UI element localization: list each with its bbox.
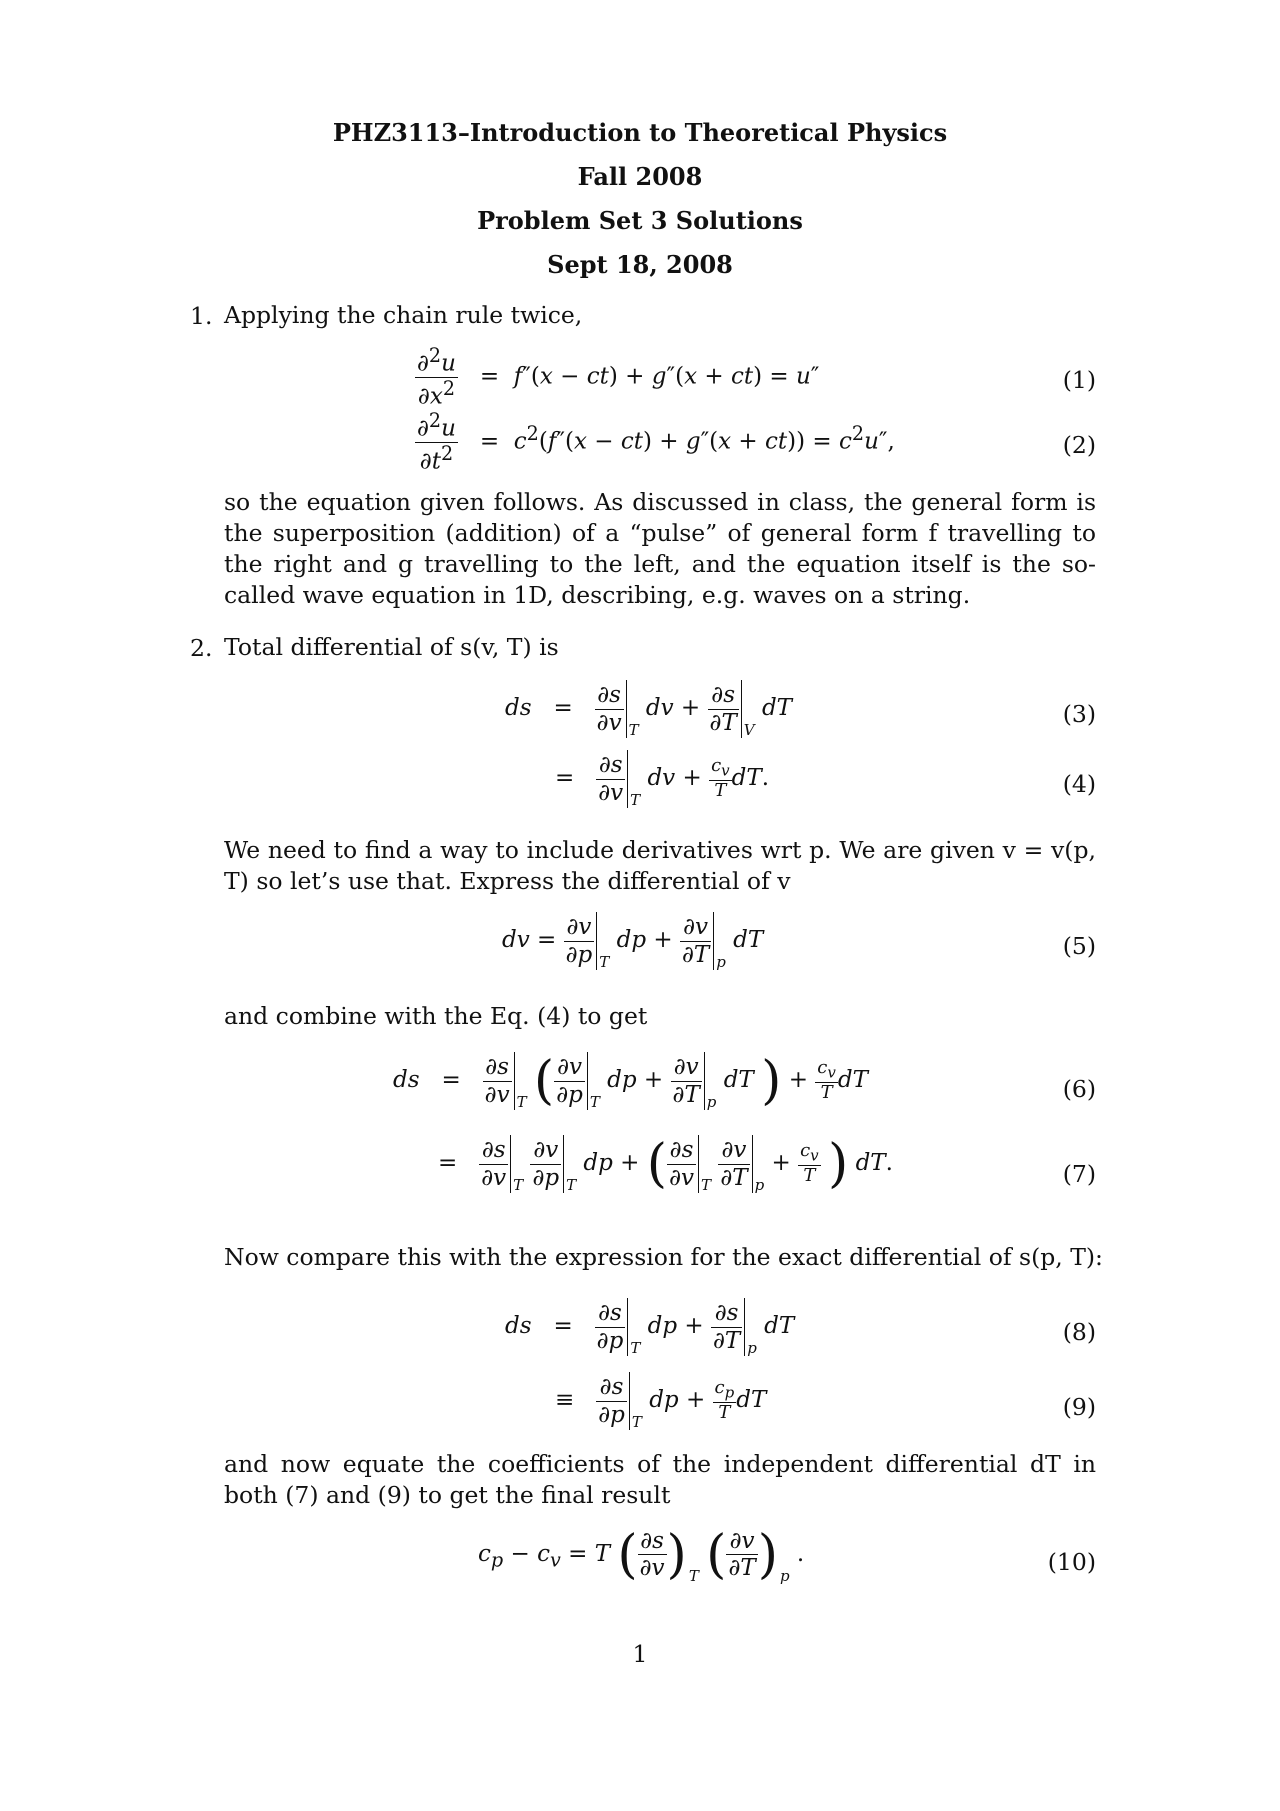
problem-2-text-d: and now equate the coefficients of the independent differential dT in both (7) and (9) to get the final result [224, 1450, 1096, 1509]
equation-number-4: (4) [1062, 770, 1096, 798]
equation-10: $c_p - c_v = T$ ( $\frac{\partial s}{\partial v}$ ) $_T$ ( $\frac{\partial v}{\partial T}$ ) $_p$ . [478, 1524, 805, 1585]
equation-6: ds = $\frac{\partial s}{\partial v}$ $_T$ ( $\frac{\partial v}{\partial p}$ $_T$ dp + $\frac{\partial v}{\partial T}$ $_p$ dT ) + $\frac{c_v}{T}$ dT [393, 1051, 868, 1111]
problem-2-intro: Total differential of s(v, T) is [224, 633, 559, 661]
equation-8: ds = $\frac{\partial s}{\partial p}$ $_T$ dp + $\frac{\partial s}{\partial T}$ $_p$ dT [505, 1298, 794, 1357]
equation-3: ds = $\frac{\partial s}{\partial v}$ $_T$ dv + $\frac{\partial s}{\partial T}$ $_V$ dT [505, 680, 792, 739]
equation-number-9: (9) [1062, 1393, 1096, 1421]
problem-2-text-b: and combine with the Eq. (4) to get [224, 1002, 648, 1030]
equation-number-10: (10) [1047, 1548, 1096, 1576]
document-title: Problem Set 3 Solutions [477, 206, 803, 235]
page-number: 1 [632, 1640, 648, 1668]
equation-number-3: (3) [1062, 700, 1096, 728]
problem-2-text-a: We need to find a way to include derivatives wrt p. We are given v = v(p, T) so let’s use that. Express the differential of v [224, 836, 1096, 895]
equation-number-6: (6) [1062, 1075, 1096, 1103]
problem-1-intro: Applying the chain rule twice, [224, 301, 583, 329]
course-title: PHZ3113–Introduction to Theoretical Physics [332, 118, 948, 147]
date: Sept 18, 2008 [547, 250, 733, 279]
equation-number-5: (5) [1062, 932, 1096, 960]
problem-1-text: so the equation given follows. As discussed in class, the general form is the superposition (addition) of a “pulse” of general form f travelling to the right and g travelling to the left, and the equation itself is the so-called wave equation in 1D, describing, e.g. waves on a string. [224, 488, 1096, 609]
problem-2-number: 2. [190, 634, 213, 662]
equation-number-2: (2) [1062, 431, 1096, 459]
problem-1-number: 1. [190, 302, 213, 330]
equation-number-7: (7) [1062, 1160, 1096, 1188]
equation-2: $\frac{\partial^2u}{\partial t^2}$ = $c^2(f''(x - ct) + g''(x + ct)) = c^2u''$, [417, 409, 895, 475]
equation-1: $\frac{\partial^2u}{\partial x^2}$ = f″(x − ct) + g″(x + ct) = u″ [417, 344, 820, 410]
equation-4: = $\frac{\partial s}{\partial v}$ $_T$ dv + $\frac{c_v}{T}$ dT. [555, 750, 769, 809]
problem-2-text-c: Now compare this with the expression for the exact differential of s(p, T): [224, 1243, 1103, 1271]
equation-number-1: (1) [1062, 366, 1096, 394]
equation-5: dv = $\frac{\partial v}{\partial p}$ $_T$ dp + $\frac{\partial v}{\partial T}$ $_p$ dT [502, 912, 763, 971]
equation-7: = $\frac{\partial s}{\partial v}$ $_T$ $\frac{\partial v}{\partial p}$ $_T$ dp + ( $\frac{\partial s}{\partial v}$ $_T$ $\frac{\partial v}{\partial T}$ $_p$ + $\frac{c_v}{T}$ ) dT. [438, 1134, 893, 1194]
term: Fall 2008 [577, 162, 703, 191]
equation-9: ≡ $\frac{\partial s}{\partial p}$ $_T$ dp + $\frac{c_p}{T}$ dT [555, 1372, 766, 1431]
equation-number-8: (8) [1062, 1318, 1096, 1346]
